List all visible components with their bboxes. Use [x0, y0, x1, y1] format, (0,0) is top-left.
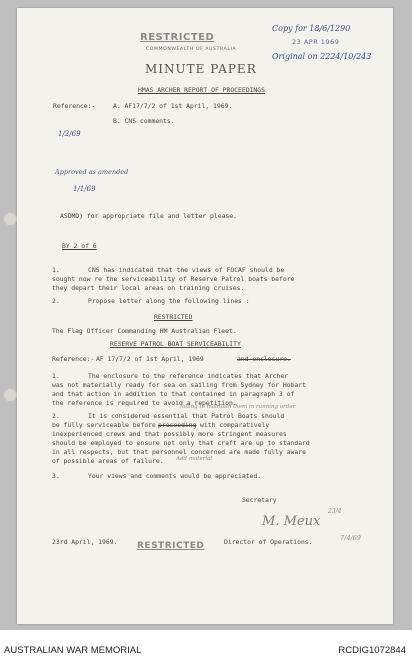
reference-b: B. CNS comments. [113, 117, 175, 125]
archive-id: RCDIG1072844 [338, 645, 406, 656]
handwritten-insertion-end: Add material [176, 456, 213, 462]
para1-line: CNS has indicated that the views of FOCAF should be [88, 266, 285, 274]
punch-hole [3, 388, 17, 402]
draft-reference: AF 17/7/2 of 1st April, 1969 [96, 355, 204, 363]
minute-paper-sheet [17, 8, 393, 624]
draft-addressee: The Flag Officer Commanding HM Australian Fleet. [52, 327, 237, 335]
draft-p1-line: and that action in addition to that contained in paragraph 3 of [52, 390, 295, 398]
handwritten-original-note: Original on 2224/10/243 [272, 52, 372, 61]
draft-p2-struck: proceeding [158, 421, 197, 429]
draft-p3-text: Your views and comments would be appreciated. [88, 472, 262, 480]
draft-p2-line: It is considered essential that Patrol Boats should [88, 412, 285, 420]
para1-line: sought now re the serviceability of Reserve Patrol boats before [52, 275, 295, 283]
para1-line: they depart their local areas on training cruises. [52, 284, 245, 292]
draft-p1-number: 1. [52, 372, 60, 380]
draft-p2-line: in all respects, but that personnel concerned are made fully aware [52, 448, 306, 456]
draft-p2-line: be fully serviceable before [52, 421, 156, 429]
director-date: 7/4/69 [340, 534, 361, 542]
subject-line: HMAS ARCHER REPORT OF PROCEEDINGS [138, 86, 265, 94]
asdmd-instruction: ASDMD) for appropriate file and letter please. [60, 212, 237, 220]
draft-p2-line: inexperienced crews and that possibly more stringent measures [52, 430, 287, 438]
handwritten-copy-note: Copy for 18/6/1290 [272, 24, 351, 33]
para1-number: 1. [52, 266, 60, 274]
margin-annotation-1: 1/2/69 [58, 130, 81, 138]
draft-p2-number: 2. [52, 412, 60, 420]
draft-p1-line: The enclosure to the reference indicates that Archer [88, 372, 289, 380]
classification-bottom: RESTRICTED [137, 541, 205, 551]
signature: M. Meux [262, 514, 321, 529]
draft-reference-struck: and enclosure. [237, 355, 291, 363]
section-marker: BY 2 of 6 [62, 242, 97, 250]
draft-p2-line: should be employed to ensure not only that craft are up to standard [52, 439, 310, 447]
draft-p1-line: the reference is required to avoid a repetition. [52, 399, 237, 407]
document-date: 23rd April, 1969. [52, 538, 118, 546]
draft-reference-label: Reference:- [52, 355, 95, 363]
secretary-label: Secretary [242, 496, 277, 504]
punch-hole [3, 212, 17, 226]
draft-p2-line: with comparatively [200, 421, 270, 429]
para2-text: Propose letter along the following lines : [88, 297, 250, 305]
handwritten-insertion: falling to maintain them in running order [180, 404, 296, 410]
director-title: Director of Operations. [224, 538, 313, 546]
document-title: MINUTE PAPER [145, 62, 257, 76]
reference-a: A. AF17/7/2 of 1st April, 1969. [113, 102, 233, 110]
commonwealth-label: COMMONWEALTH OF AUSTRALIA [146, 47, 237, 52]
approved-annotation: Approved as amended [55, 168, 129, 176]
classification-top: RESTRICTED [140, 32, 215, 43]
signature-date: 23/4 [328, 508, 342, 515]
archive-name: AUSTRALIAN WAR MEMORIAL [4, 645, 142, 656]
archive-footer [0, 630, 412, 666]
draft-classification: RESTRICTED [154, 313, 193, 321]
draft-p3-number: 3. [52, 472, 60, 480]
draft-p1-line: was not materially ready for sea on sailing from Sydney for Hobart [52, 381, 306, 389]
para2-number: 2. [52, 297, 60, 305]
draft-heading: RESERVE PATROL BOAT SERVICEABILITY [110, 340, 241, 348]
margin-annotation-2: 1/1/69 [73, 185, 96, 193]
date-received-stamp: 23 APR 1969 [292, 38, 340, 46]
reference-label: Reference:- [53, 102, 96, 110]
draft-p2-line: of possible areas of failure. [52, 457, 164, 465]
